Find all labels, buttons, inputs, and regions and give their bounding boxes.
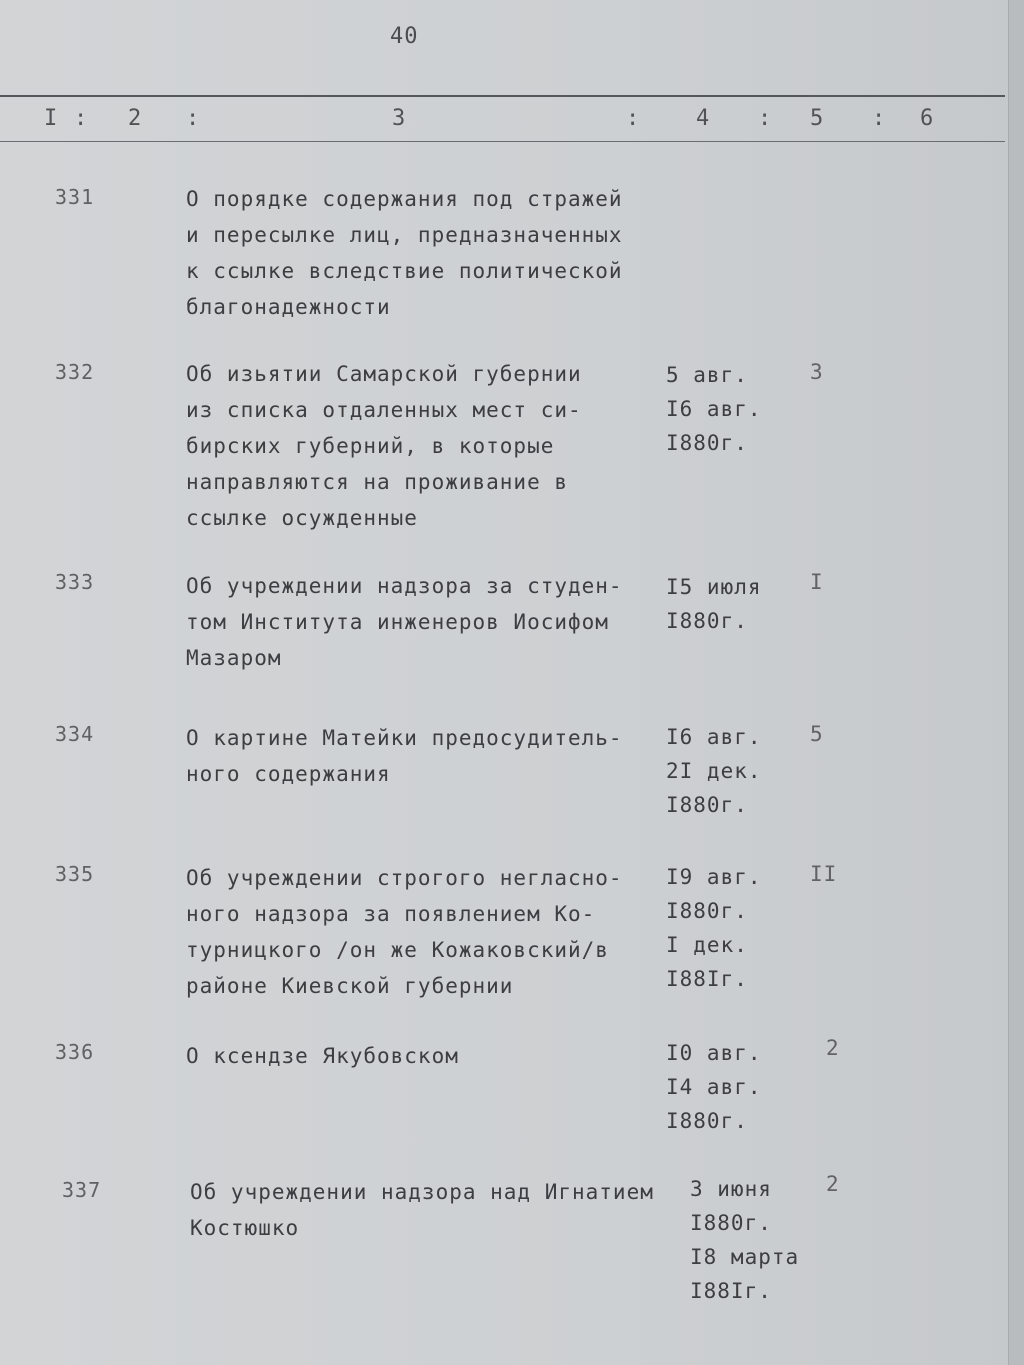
column-header-6: 6 xyxy=(920,106,935,131)
entry-sheet-count: 3 xyxy=(810,360,824,384)
column-separator: : xyxy=(186,106,201,131)
table-top-rule xyxy=(0,95,1005,97)
column-header-5: 5 xyxy=(810,106,825,131)
entry-number: 333 xyxy=(55,570,95,594)
entry-title: О порядке содержания под стражей и пересылке лиц, предназначенных к ссылке вследствие политической благонадежности xyxy=(186,187,623,319)
entry-number: 332 xyxy=(55,360,95,384)
column-header-4: 4 xyxy=(696,106,711,131)
column-header-3: 3 xyxy=(392,106,407,131)
entry-sheet-count: II xyxy=(810,862,838,886)
entry-title: Об учреждении строгого негласно- ного надзора за появлением Ко- турницкого /он же Кожаковский/в районе Киевской губернии xyxy=(186,866,623,998)
page-number: 40 xyxy=(390,24,419,49)
column-header-1: I xyxy=(44,106,59,131)
entry-sheet-count: I xyxy=(810,570,824,594)
entry-dates: 5 авг. I6 авг. I880г. xyxy=(666,363,762,455)
column-separator: : xyxy=(626,106,641,131)
entry-sheet-count: 5 xyxy=(810,722,824,746)
entry-title: О ксендзе Якубовском xyxy=(186,1044,459,1068)
entry-number: 337 xyxy=(62,1178,102,1202)
table-header-rule xyxy=(0,141,1005,142)
entry-dates: I5 июля I880г. xyxy=(666,575,762,633)
entry-title: Об учреждении надзора за студен- том Института инженеров Иосифом Мазаром xyxy=(186,574,623,670)
entry-title: Об учреждении надзора над Игнатием Костюшко xyxy=(190,1180,654,1240)
entry-sheet-count: 2 xyxy=(826,1036,840,1060)
entry-number: 334 xyxy=(55,722,95,746)
entry-dates: I0 авг. I4 авг. I880г. xyxy=(666,1041,762,1133)
column-separator: : xyxy=(758,106,773,131)
entry-dates: I6 авг. 2I дек. I880г. xyxy=(666,725,762,817)
entry-dates: I9 авг. I880г. I дек. I88Iг. xyxy=(666,865,762,991)
entry-sheet-count: 2 xyxy=(826,1172,840,1196)
column-separator: : xyxy=(872,106,887,131)
page-edge xyxy=(1008,0,1024,1365)
entry-number: 336 xyxy=(55,1040,95,1064)
entry-dates: 3 июня I880г. I8 марта I88Iг. xyxy=(690,1177,800,1303)
entry-number: 331 xyxy=(55,185,95,209)
column-header-2: 2 xyxy=(128,106,143,131)
entry-title: О картине Матейки предосудитель- ного содержания xyxy=(186,726,623,786)
entry-title: Об изьятии Самарской губернии из списка отдаленных мест си- бирских губерний, в которые направляются на проживание в ссылке осужденные xyxy=(186,362,582,530)
column-separator: : xyxy=(74,106,89,131)
entry-number: 335 xyxy=(55,862,95,886)
